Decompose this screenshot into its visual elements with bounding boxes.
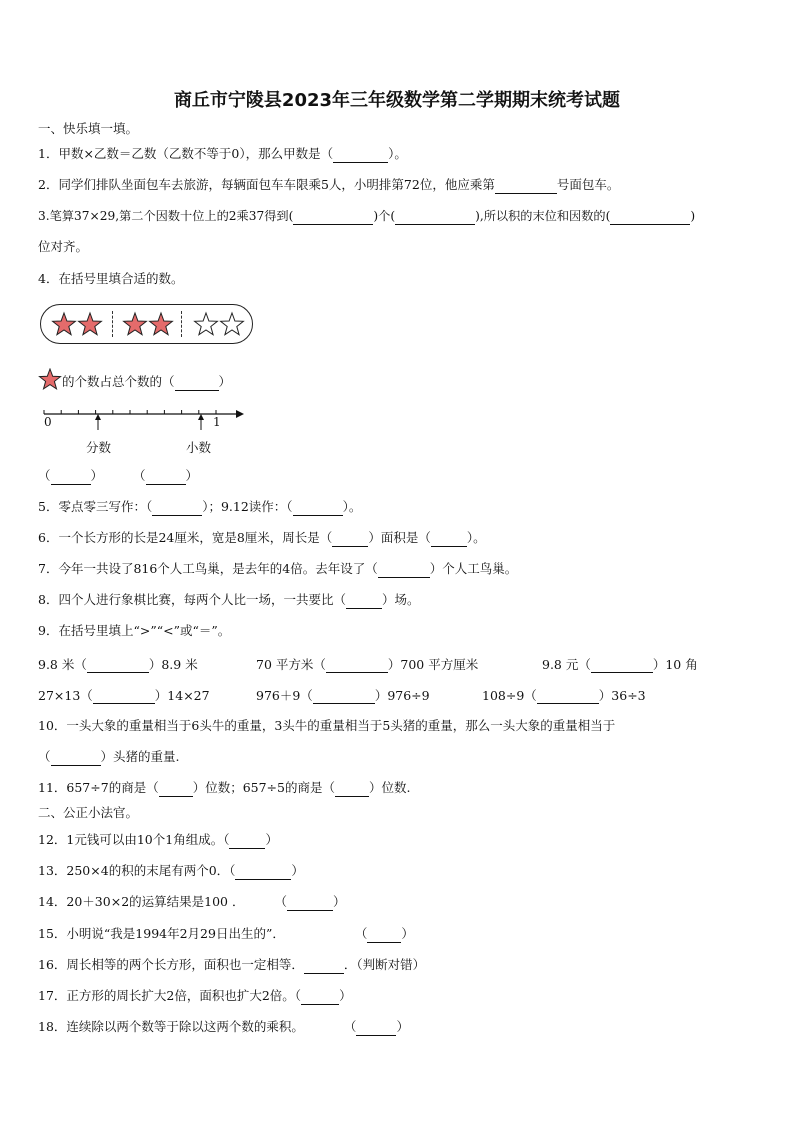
q6-text-1: 6．一个长方形的长是24厘米，宽是8厘米，周长是（ — [38, 530, 333, 545]
paren-open: （ — [274, 894, 287, 909]
q9-item-5 — [256, 686, 430, 704]
q12-text-end: ） — [265, 832, 278, 847]
paren-close: ） — [333, 894, 346, 909]
section-2-heading: 二、公正小法官。 — [38, 805, 139, 820]
q9-item-right: ）976÷9 — [374, 688, 430, 703]
q3-text-2: )个( — [373, 209, 396, 223]
q12-blank[interactable] — [229, 832, 265, 849]
q12-text: 12．1元钱可以由10个1角组成。（ — [38, 832, 230, 847]
q9-item-4 — [38, 686, 210, 704]
q9-item-left: 70 平方米（ — [256, 657, 326, 672]
q6-text-3: ）。 — [466, 530, 486, 545]
question-9: 9．在括号里填上“>”“<”或“＝”。 — [38, 623, 231, 638]
paren-close: ） — [185, 468, 199, 483]
q7-text-2: ）个人工鸟巢。 — [429, 561, 518, 576]
q9-item-right: ）8.9 米 — [148, 657, 198, 672]
q1-answer-blank[interactable] — [333, 146, 388, 163]
question-13 — [38, 863, 304, 880]
q15-text: 15．小明说“我是1994年2月29日出生的”． — [38, 926, 285, 941]
q9-item-left: 976＋9（ — [256, 688, 313, 703]
paren-close: ） — [396, 1019, 409, 1034]
fraction-label: 分数 — [86, 440, 112, 455]
q2-text: 2．同学们排队坐面包车去旅游，每辆面包车车限乘5人，小明排第72位，他应乘第 — [38, 177, 495, 192]
q9-item-1 — [38, 655, 198, 673]
question-10: 10．一头大象的重量相当于6头牛的重量，3头牛的重量相当于5头猪的重量，那么一头大象的重量相当于 — [38, 718, 616, 733]
filled-star-icon — [52, 313, 75, 335]
q6-blank-area[interactable] — [431, 530, 467, 547]
question-1 — [38, 146, 407, 163]
question-17 — [38, 988, 352, 1005]
paren-open: （ — [133, 468, 146, 483]
q9-item-left: 9.8 元（ — [542, 657, 591, 672]
paren-open: （ — [38, 749, 51, 764]
q9-item-2 — [256, 655, 478, 673]
q3-blank-2[interactable] — [395, 208, 475, 225]
q4-star-text: 的个数占总个数的（ — [62, 374, 175, 389]
number-line — [36, 400, 296, 440]
q17-text: 17．正方形的周长扩大2倍，面积也扩大2倍。（ — [38, 988, 302, 1003]
paren-close: ） — [401, 926, 414, 941]
fraction-answer-blank[interactable] — [51, 468, 91, 485]
q5-blank-2[interactable] — [293, 499, 343, 516]
question-12 — [38, 832, 278, 849]
q2-answer-blank[interactable] — [495, 177, 557, 194]
q11-blank-2[interactable] — [335, 780, 369, 797]
q11-text-3: ）位数. — [369, 780, 411, 795]
filled-star-icon — [123, 313, 146, 335]
question-6 — [38, 530, 486, 547]
q14-blank[interactable] — [287, 894, 333, 911]
q9-item-right: ）36÷3 — [598, 688, 646, 703]
q3-blank-1[interactable] — [293, 208, 373, 225]
decimal-answer-blank[interactable] — [146, 468, 186, 485]
question-4: 4．在括号里填合适的数。 — [38, 271, 184, 286]
question-8 — [38, 592, 419, 609]
q11-blank-1[interactable] — [159, 780, 193, 797]
q16-text-end: ．（判断对错） — [343, 957, 426, 972]
q7-blank[interactable] — [378, 561, 430, 578]
q5-blank-1[interactable] — [152, 499, 202, 516]
question-3-continued: 位对齐。 — [38, 239, 89, 254]
q9-item-right: ）700 平方厘米 — [387, 657, 479, 672]
question-5 — [38, 499, 361, 516]
q9-item-left: 9.8 米（ — [38, 657, 87, 672]
q5-text-1: 5．零点零三写作：（ — [38, 499, 153, 514]
star-group-box — [40, 304, 253, 344]
question-18 — [38, 1019, 409, 1036]
q3-text-4: ) — [690, 209, 696, 223]
q1-text-end: ）。 — [388, 146, 407, 161]
q4-star-answer-blank[interactable] — [175, 374, 219, 391]
q8-text-2: ）场。 — [381, 592, 420, 607]
filled-star-icon — [78, 313, 101, 335]
q9-blank-1[interactable] — [87, 657, 149, 673]
empty-star-icon — [220, 313, 243, 335]
q9-item-6 — [482, 686, 646, 704]
question-14 — [38, 894, 346, 911]
star-icon — [38, 368, 62, 392]
q2-text-end: 号面包车。 — [556, 177, 620, 192]
empty-star-icon — [194, 313, 217, 335]
paren-open: （ — [354, 926, 368, 941]
q9-blank-3[interactable] — [591, 657, 653, 673]
paren-close: ） — [90, 468, 104, 483]
q15-blank[interactable] — [367, 926, 401, 943]
q1-text: 1．甲数×乙数＝乙数（乙数不等于0），那么甲数是（ — [38, 146, 334, 161]
q18-text: 18．连续除以两个数等于除以这两个数的乘积。 — [38, 1019, 304, 1034]
q5-text-2: ）；9.12读作：（ — [202, 499, 293, 514]
number-line-answers — [38, 468, 198, 485]
q16-text: 16．周长相等的两个长方形，面积也一定相等． — [38, 957, 304, 972]
q10-text-end: ）头猪的重量. — [100, 749, 180, 764]
q8-blank[interactable] — [346, 592, 382, 609]
number-line-zero-label: 0 — [44, 415, 52, 429]
q17-text-end: ） — [339, 988, 352, 1003]
question-3 — [38, 208, 695, 225]
q6-text-2: ）面积是（ — [368, 530, 431, 545]
question-10-continued — [38, 749, 180, 766]
q9-item-left: 27×13（ — [38, 688, 93, 703]
q11-text-2: ）位数；657÷5的商是（ — [192, 780, 335, 795]
q9-blank-2[interactable] — [326, 657, 388, 673]
question-2 — [38, 177, 619, 194]
q18-blank[interactable] — [356, 1019, 396, 1036]
q5-text-3: ）。 — [342, 499, 362, 514]
q3-blank-3[interactable] — [610, 208, 690, 225]
q13-text-end: ） — [291, 863, 304, 878]
q8-text-1: 8．四个人进行象棋比赛，每两个人比一场，一共要比（ — [38, 592, 346, 607]
q9-item-left: 108÷9（ — [482, 688, 537, 703]
section-1-heading: 一、快乐填一填。 — [38, 121, 139, 136]
q9-item-right: ）14×27 — [154, 688, 210, 703]
paren-open: （ — [38, 468, 51, 483]
q7-text-1: 7．今年一共设了816个人工鸟巢，是去年的4倍。去年设了（ — [38, 561, 378, 576]
q16-blank[interactable] — [304, 957, 344, 974]
filled-star-icon — [149, 313, 172, 335]
question-4-star-fraction — [38, 368, 231, 392]
q13-text: 13．250×4的积的末尾有两个0．（ — [38, 863, 236, 878]
page-title: 商丘市宁陵县2023年三年级数学第二学期期末统考试题 — [173, 90, 621, 111]
q10-blank[interactable] — [51, 749, 101, 766]
decimal-label: 小数 — [186, 440, 212, 455]
question-11 — [38, 780, 410, 797]
q9-item-right: ）10 角 — [652, 657, 698, 672]
q17-blank[interactable] — [301, 988, 339, 1005]
q3-text-3: ),所以积的末位和因数的( — [475, 209, 611, 223]
q4-star-text-end: ） — [218, 374, 232, 389]
q13-blank[interactable] — [235, 863, 291, 880]
question-15 — [38, 926, 414, 943]
paren-open: （ — [343, 1019, 357, 1034]
q14-text: 14．20＋30×2的运算结果是100 ． — [38, 894, 245, 909]
q11-text-1: 11．657÷7的商是（ — [38, 780, 159, 795]
q9-blank-6[interactable] — [537, 688, 599, 704]
question-16 — [38, 957, 425, 974]
q6-blank-perimeter[interactable] — [332, 530, 368, 547]
stars-drawing — [40, 304, 253, 344]
question-7 — [38, 561, 517, 578]
q9-item-3 — [542, 655, 698, 673]
q3-text-1: 3.笔算37×29,第二个因数十位上的2乘37得到( — [38, 209, 294, 223]
q9-blank-4[interactable] — [93, 688, 155, 704]
q9-blank-5[interactable] — [313, 688, 375, 704]
number-line-one-label: 1 — [213, 415, 221, 429]
